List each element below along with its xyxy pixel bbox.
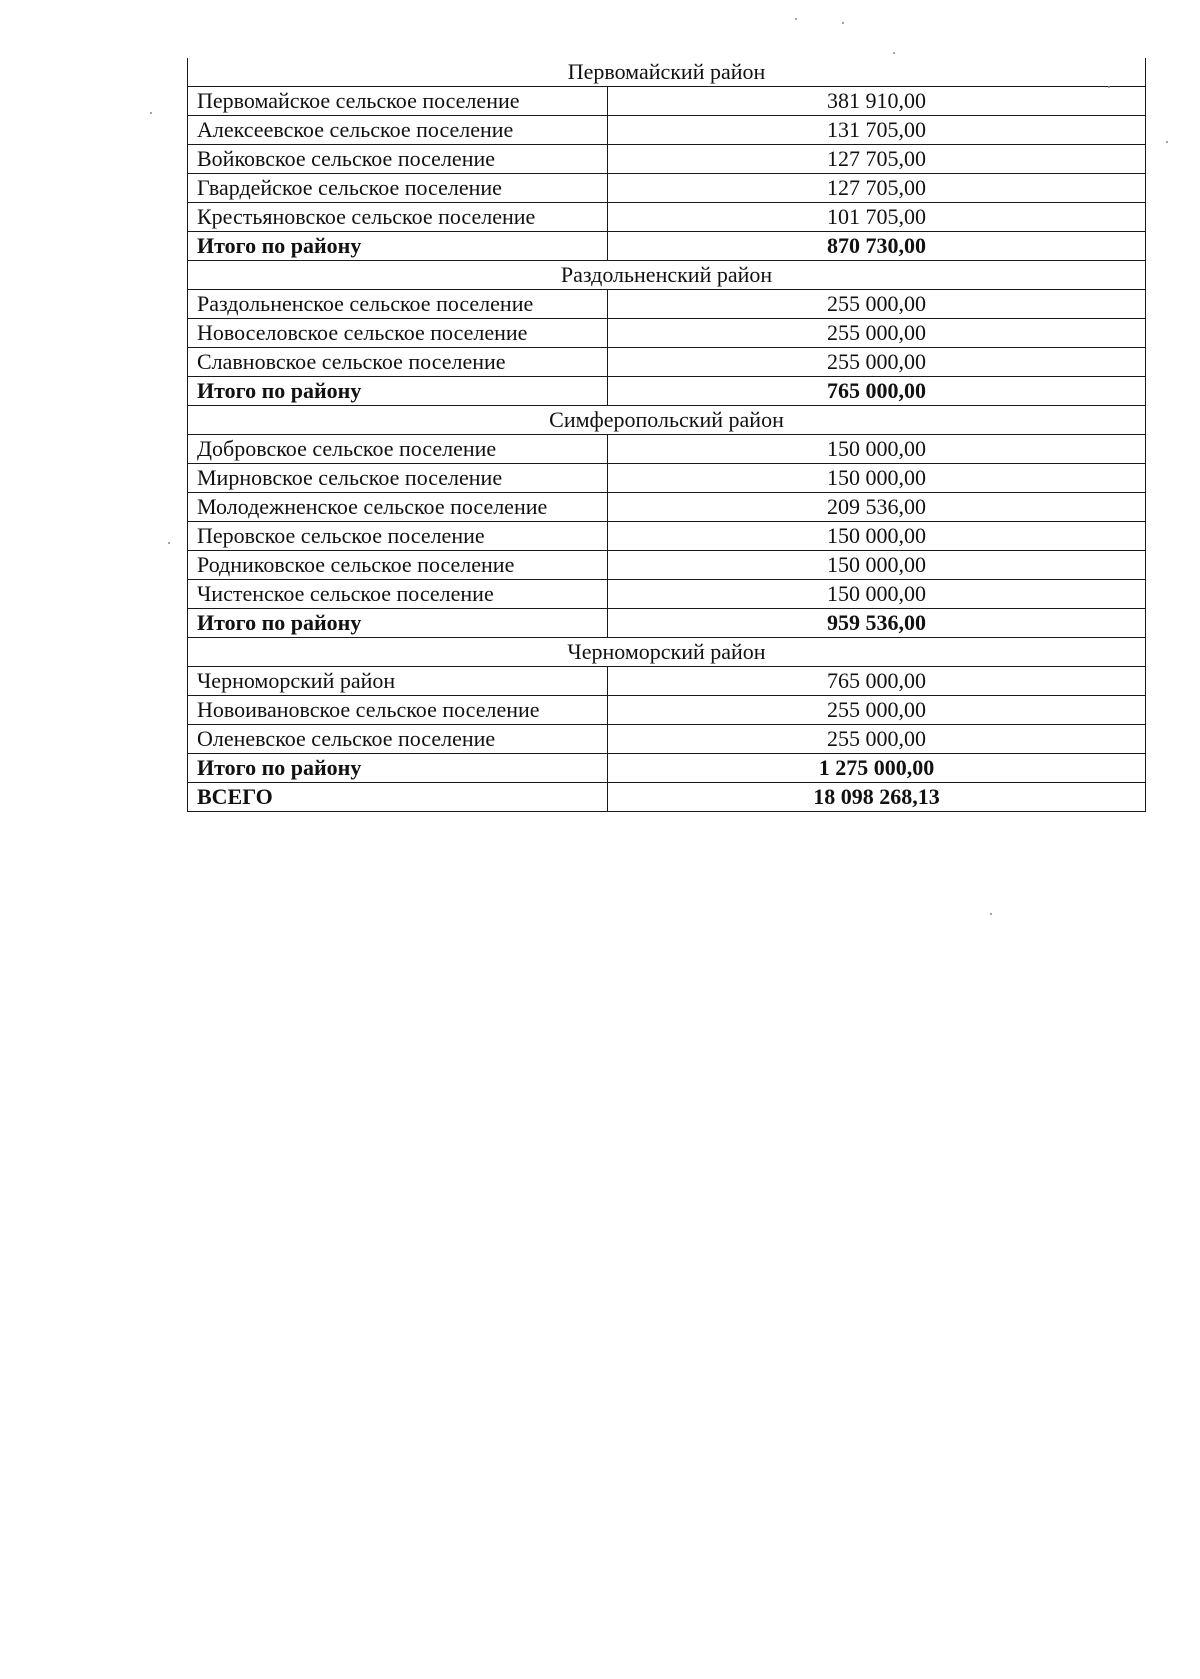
table-row bbox=[188, 116, 1146, 145]
total-amount: 959 536,00 bbox=[608, 609, 1146, 638]
total-label: Итого по району bbox=[188, 232, 608, 261]
amount-cell: 127 705,00 bbox=[608, 174, 1146, 203]
amount-cell: 150 000,00 bbox=[608, 464, 1146, 493]
table-row bbox=[188, 435, 1146, 464]
total-amount: 870 730,00 bbox=[608, 232, 1146, 261]
settlement-name: Алексеевское сельское поселение bbox=[188, 116, 608, 145]
table-row bbox=[188, 551, 1146, 580]
district-name: Первомайский район bbox=[188, 58, 1146, 87]
table-row bbox=[188, 87, 1146, 116]
settlement-name: Раздольненское сельское поселение bbox=[188, 290, 608, 319]
settlement-name: Новоселовское сельское поселение bbox=[188, 319, 608, 348]
district-header-row bbox=[188, 58, 1146, 87]
settlement-name: Славновское сельское поселение bbox=[188, 348, 608, 377]
settlement-name: Гвардейское сельское поселение bbox=[188, 174, 608, 203]
district-header-row bbox=[188, 261, 1146, 290]
amount-cell: 255 000,00 bbox=[608, 348, 1146, 377]
settlement-name: Чистенское сельское поселение bbox=[188, 580, 608, 609]
table-row bbox=[188, 290, 1146, 319]
amount-cell: 131 705,00 bbox=[608, 116, 1146, 145]
district-total-row bbox=[188, 232, 1146, 261]
table-row bbox=[188, 725, 1146, 754]
settlement-name: Молодежненское сельское поселение bbox=[188, 493, 608, 522]
scan-speck bbox=[990, 913, 992, 915]
total-amount: 1 275 000,00 bbox=[608, 754, 1146, 783]
district-total-row bbox=[188, 754, 1146, 783]
table-row bbox=[188, 464, 1146, 493]
table-row bbox=[188, 580, 1146, 609]
settlement-name: Перовское сельское поселение bbox=[188, 522, 608, 551]
district-total-row bbox=[188, 377, 1146, 406]
total-label: Итого по району bbox=[188, 377, 608, 406]
scan-speck bbox=[1166, 141, 1168, 143]
settlement-name: Черноморский район bbox=[188, 667, 608, 696]
amount-cell: 150 000,00 bbox=[608, 522, 1146, 551]
allocation-table bbox=[187, 58, 1146, 812]
scan-speck bbox=[795, 18, 797, 20]
grand-total-row bbox=[188, 783, 1146, 812]
amount-cell: 101 705,00 bbox=[608, 203, 1146, 232]
amount-cell: 209 536,00 bbox=[608, 493, 1146, 522]
district-name: Черноморский район bbox=[188, 638, 1146, 667]
settlement-name: Войковское сельское поселение bbox=[188, 145, 608, 174]
table-row bbox=[188, 319, 1146, 348]
district-total-row bbox=[188, 609, 1146, 638]
amount-cell: 381 910,00 bbox=[608, 87, 1146, 116]
table-row bbox=[188, 174, 1146, 203]
table-row bbox=[188, 203, 1146, 232]
amount-cell: 150 000,00 bbox=[608, 551, 1146, 580]
scan-speck bbox=[842, 22, 844, 24]
table-body bbox=[188, 58, 1146, 812]
table-row bbox=[188, 493, 1146, 522]
table-row bbox=[188, 522, 1146, 551]
settlement-name: Первомайское сельское поселение bbox=[188, 87, 608, 116]
settlement-name: Родниковское сельское поселение bbox=[188, 551, 608, 580]
scan-speck bbox=[150, 112, 152, 114]
grand-total-label: ВСЕГО bbox=[188, 783, 608, 812]
settlement-name: Новоивановское сельское поселение bbox=[188, 696, 608, 725]
amount-cell: 255 000,00 bbox=[608, 319, 1146, 348]
total-label: Итого по району bbox=[188, 609, 608, 638]
amount-cell: 150 000,00 bbox=[608, 435, 1146, 464]
amount-cell: 255 000,00 bbox=[608, 725, 1146, 754]
scan-speck bbox=[1108, 86, 1110, 88]
amount-cell: 765 000,00 bbox=[608, 667, 1146, 696]
total-label: Итого по району bbox=[188, 754, 608, 783]
table-row bbox=[188, 348, 1146, 377]
district-name: Симферопольский район bbox=[188, 406, 1146, 435]
grand-total-amount: 18 098 268,13 bbox=[608, 783, 1146, 812]
scan-speck bbox=[168, 542, 170, 544]
table-row bbox=[188, 667, 1146, 696]
settlement-name: Добровское сельское поселение bbox=[188, 435, 608, 464]
district-name: Раздольненский район bbox=[188, 261, 1146, 290]
amount-cell: 150 000,00 bbox=[608, 580, 1146, 609]
table-row bbox=[188, 696, 1146, 725]
settlement-name: Крестьяновское сельское поселение bbox=[188, 203, 608, 232]
amount-cell: 127 705,00 bbox=[608, 145, 1146, 174]
settlement-name: Мирновское сельское поселение bbox=[188, 464, 608, 493]
amount-cell: 255 000,00 bbox=[608, 290, 1146, 319]
table-row bbox=[188, 145, 1146, 174]
district-header-row bbox=[188, 406, 1146, 435]
amount-cell: 255 000,00 bbox=[608, 696, 1146, 725]
district-header-row bbox=[188, 638, 1146, 667]
total-amount: 765 000,00 bbox=[608, 377, 1146, 406]
settlement-name: Оленевское сельское поселение bbox=[188, 725, 608, 754]
scan-speck bbox=[893, 52, 895, 54]
